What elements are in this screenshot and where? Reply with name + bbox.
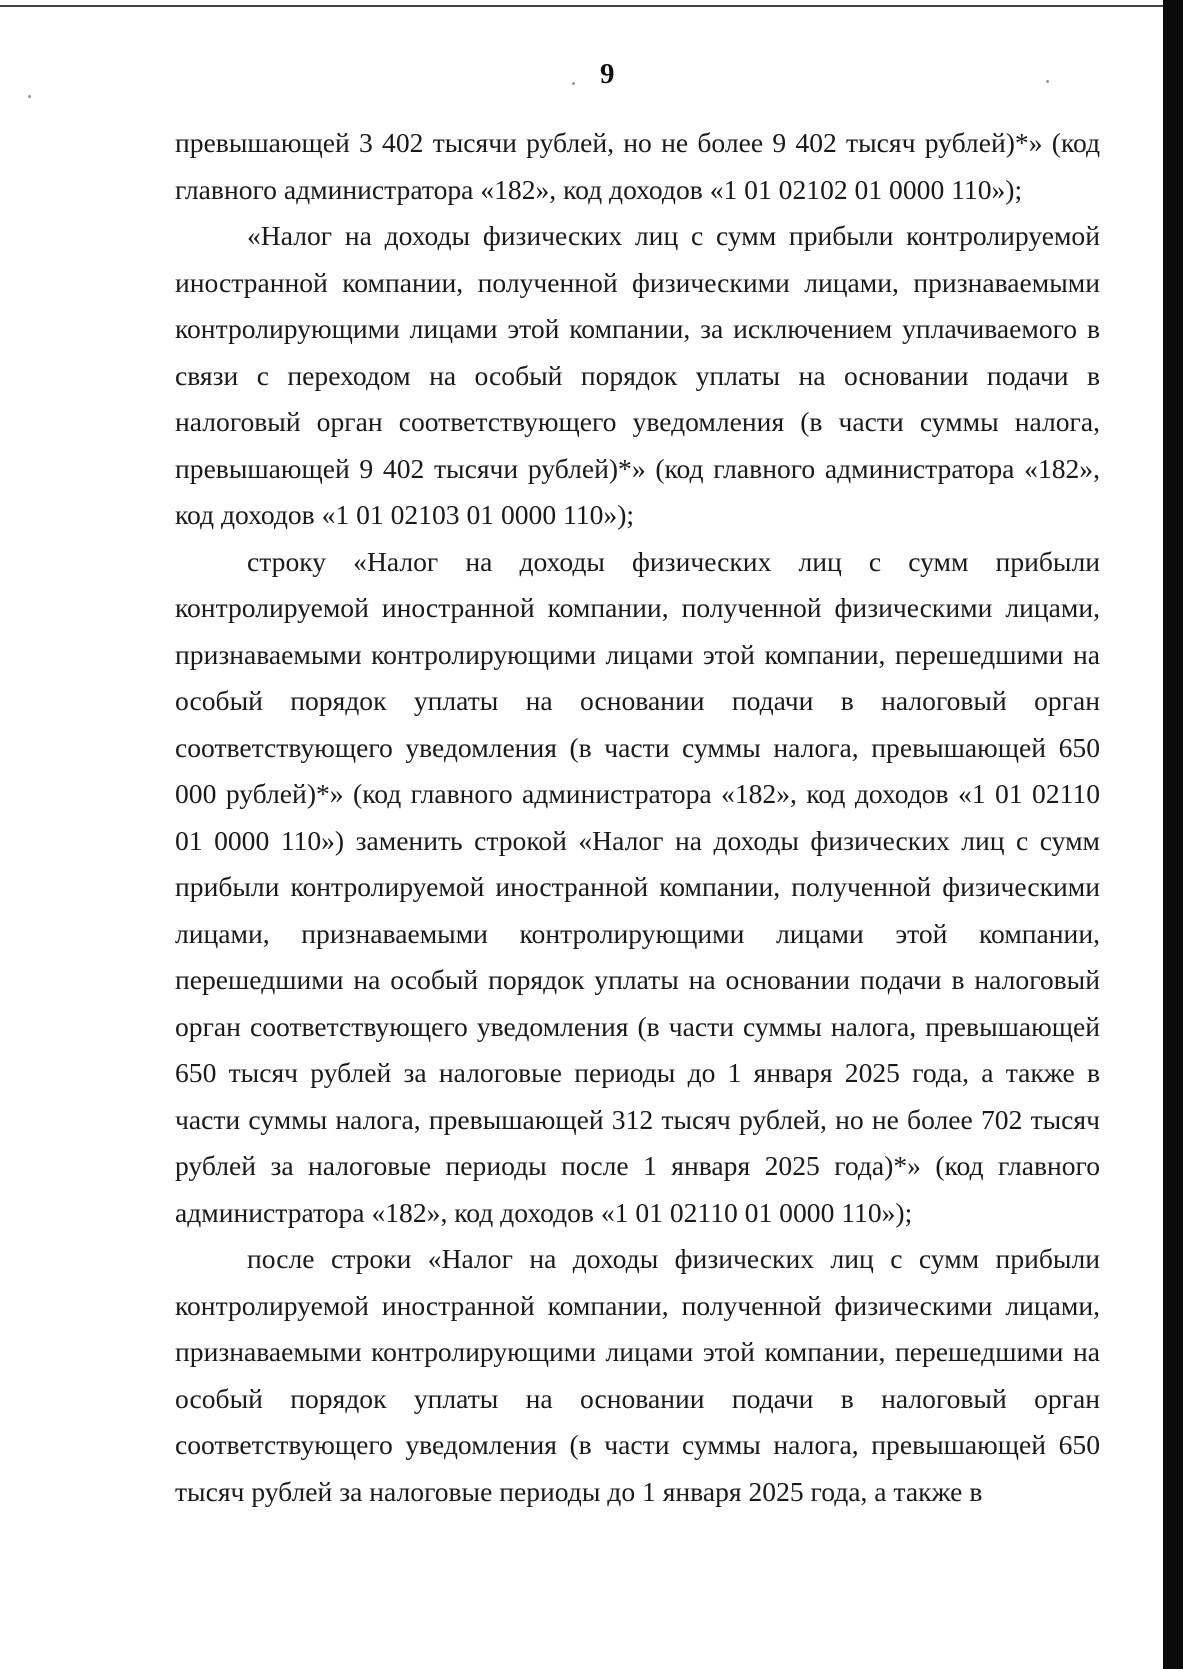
scan-speck [28,95,31,98]
paragraph-4: после строки «Налог на доходы физических лиц с сумм прибыли контролируемой иностранной компании, полученной физическими лицами, признаваемыми контролирующими лицами этой компании, перешедшими на особый порядок уплаты на основании подачи в налоговый орган соответствующего уведомления (в части суммы налога, превышающей 650 тысяч рублей за налоговые периоды до 1 января 2025 года, а также в [175,1243,1100,1507]
document-body [175,120,1100,1515]
paragraph-2: «Налог на доходы физических лиц с сумм прибыли контролируемой иностранной компании, полученной физическими лицами, признаваемыми контролирующими лицами этой компании, за исключением уплачиваемого в связи с переходом на особый порядок уплаты на основании подачи в налоговый орган соответствующего уведомления (в части суммы налога, превышающей 9 402 тысячи рублей)*» (код главного администратора «182», код доходов «1 01 02103 01 0000 110»); [175,220,1100,530]
paragraph-1: превышающей 3 402 тысячи рублей, но не более 9 402 тысяч рублей)*» (код главного администратора «182», код доходов «1 01 02102 01 0000 110»); [175,127,1100,205]
page-number: 9 [600,58,615,90]
scan-speck [1046,80,1049,83]
scan-speck [572,82,575,85]
top-border-line [0,5,1170,7]
paragraph-3: строку «Налог на доходы физических лиц с сумм прибыли контролируемой иностранной компании, полученной физическими лицами, признаваемыми контролирующими лицами этой компании, перешедшими на особый порядок уплаты на основании подачи в налоговый орган соответствующего уведомления (в части суммы налога, превышающей 650 000 рублей)*» (код главного администратора «182», код доходов «1 01 02110 01 0000 110») заменить строкой «Налог на доходы физических лиц с сумм прибыли контролируемой иностранной компании, полученной физическими лицами, признаваемыми контролирующими лицами этой компании, перешедшими на особый порядок уплаты на основании подачи в налоговый орган соответствующего уведомления (в части суммы налога, превышающей 650 тысяч рублей за налоговые периоды до 1 января 2025 года, а также в части суммы налога, превышающей 312 тысяч рублей, но не более 702 тысяч рублей за налоговые периоды после 1 января 2025 года)*» (код главного администратора «182», код доходов «1 01 02110 01 0000 110»); [175,545,1100,1228]
scan-edge-border [1163,0,1183,1669]
